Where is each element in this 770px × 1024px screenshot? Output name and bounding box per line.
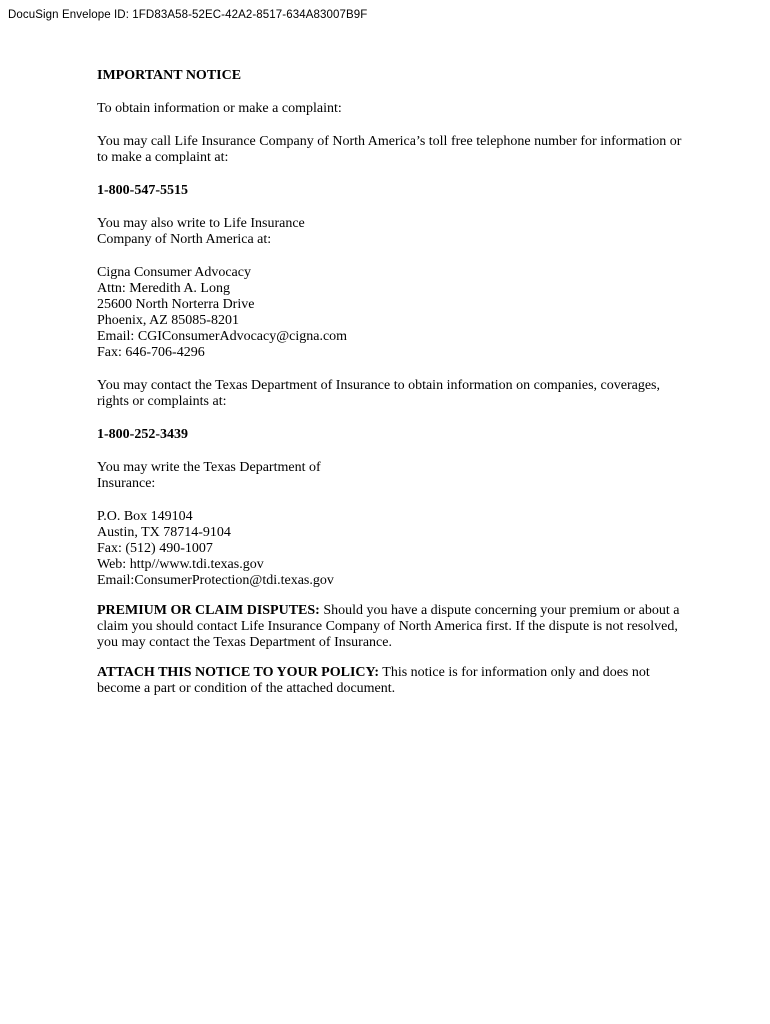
tdi-contact-line1: You may contact the Texas Department of Insurance to obtain information on companies, coverages,	[97, 378, 661, 393]
attach-line1	[97, 665, 697, 681]
disputes-line3: you may contact the Texas Department of Insurance.	[97, 635, 392, 650]
tdi-phone: 1-800-252-3439	[97, 427, 188, 442]
write-line1: You may also write to Life Insurance	[97, 216, 305, 231]
company-address-line: 25600 North Norterra Drive	[97, 297, 255, 312]
tdi-email: Email:ConsumerProtection@tdi.texas.gov	[97, 573, 334, 588]
notice-title: IMPORTANT NOTICE	[97, 68, 242, 83]
tdi-write-paragraph	[97, 460, 697, 492]
disputes-line2: claim you should contact Life Insurance Company of North America first. If the dispute is not resolved,	[97, 619, 678, 634]
call-text-line1: You may call Life Insurance Company of North America’s toll free telephone number for information or	[97, 134, 682, 149]
envelope-id: DocuSign Envelope ID: 1FD83A58-52EC-42A2-8517-634A83007B9F	[8, 9, 368, 21]
company-address-line: Attn: Meredith A. Long	[97, 281, 230, 296]
disputes-heading: PREMIUM OR CLAIM DISPUTES:	[97, 603, 320, 618]
disputes-paragraph	[97, 603, 697, 651]
attach-paragraph	[97, 665, 697, 697]
tdi-fax: Fax: (512) 490-1007	[97, 541, 213, 556]
tdi-contact-line2: rights or complaints at:	[97, 394, 227, 409]
disputes-line1	[97, 603, 697, 619]
attach-heading: ATTACH THIS NOTICE TO YOUR POLICY:	[97, 665, 380, 680]
company-phone: 1-800-547-5515	[97, 183, 188, 198]
tdi-address-line: Austin, TX 78714-9104	[97, 525, 231, 540]
disputes-text: Should you have a dispute concerning your premium or about a	[319, 603, 680, 618]
company-email: Email: CGIConsumerAdvocacy@cigna.com	[97, 329, 348, 344]
tdi-write-line2: Insurance:	[97, 476, 156, 491]
tdi-contact-paragraph	[97, 378, 697, 410]
tdi-address-block	[97, 509, 697, 589]
tdi-web: Web: http//www.tdi.texas.gov	[97, 557, 264, 572]
company-address-block	[97, 265, 697, 361]
company-fax: Fax: 646-706-4296	[97, 345, 205, 360]
write-paragraph	[97, 216, 697, 248]
call-text-line2: to make a complaint at:	[97, 150, 229, 165]
intro-text: To obtain information or make a complaint:	[97, 101, 342, 116]
company-address-line: Cigna Consumer Advocacy	[97, 265, 251, 280]
attach-text: This notice is for information only and does not	[379, 665, 650, 680]
company-address-line: Phoenix, AZ 85085-8201	[97, 313, 239, 328]
notice-document	[97, 67, 697, 714]
tdi-write-line1: You may write the Texas Department of	[97, 460, 321, 475]
tdi-address-line: P.O. Box 149104	[97, 509, 193, 524]
attach-line2: become a part or condition of the attached document.	[97, 681, 396, 696]
call-paragraph	[97, 134, 697, 166]
write-line2: Company of North America at:	[97, 232, 272, 247]
